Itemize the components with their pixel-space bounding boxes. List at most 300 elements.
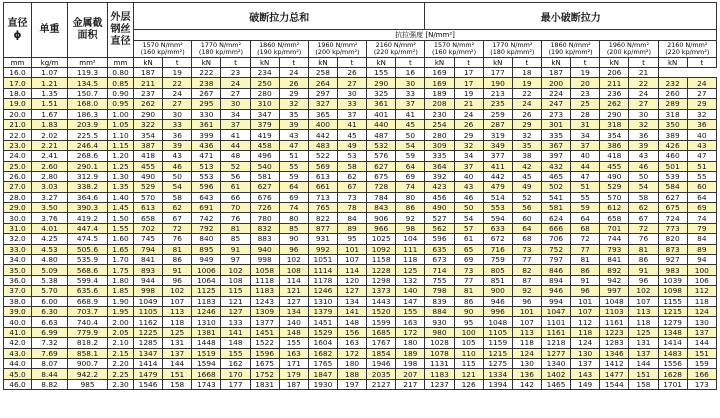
table-cell: 37: [337, 109, 366, 119]
table-cell: 1237: [425, 379, 454, 389]
table-cell: 1379: [308, 306, 337, 316]
table-cell: 2.41: [32, 151, 68, 161]
table-cell: 1159: [483, 338, 512, 348]
table-cell: 419.2: [68, 213, 108, 223]
table-cell: 121: [454, 369, 483, 379]
table-cell: 501: [658, 161, 687, 171]
table-cell: 502: [541, 182, 570, 192]
table-cell: 483: [308, 140, 337, 150]
table-cell: 884: [425, 306, 454, 316]
table-cell: 37: [396, 99, 425, 109]
table-cell: 262: [600, 99, 629, 109]
table-cell: 43: [629, 151, 658, 161]
table-cell: 997: [600, 286, 629, 296]
table-cell: 474.5: [68, 234, 108, 244]
table-cell: 883: [250, 234, 279, 244]
unit-label: t: [571, 58, 600, 68]
table-cell: 140: [396, 286, 425, 296]
table-cell: 27: [337, 78, 366, 88]
table-cell: 113: [512, 327, 541, 337]
table-cell: 399: [192, 130, 221, 140]
table-cell: 490: [425, 203, 454, 213]
table-cell: 60: [512, 213, 541, 223]
table-cell: 67: [337, 182, 366, 192]
table-cell: 1402: [541, 369, 570, 379]
table-cell: 1243: [250, 296, 279, 306]
table-cell: 514: [483, 192, 512, 202]
table-cell: 701: [600, 223, 629, 233]
table-cell: 496: [250, 151, 279, 161]
table-cell: 794: [134, 244, 163, 254]
unit-label: kN: [425, 58, 454, 68]
table-cell: 55: [687, 171, 716, 181]
table-cell: 140: [279, 317, 308, 327]
table-cell: 1752: [250, 369, 279, 379]
table-cell: 33.0: [4, 244, 32, 254]
table-cell: 81: [454, 286, 483, 296]
table-cell: 94: [687, 255, 716, 265]
unit-label: t: [629, 58, 658, 68]
table-cell: 289: [658, 99, 687, 109]
table-cell: 102: [629, 286, 658, 296]
unit-label: t: [396, 58, 425, 68]
table-cell: 490: [600, 171, 629, 181]
table-cell: 20: [571, 78, 600, 88]
table-cell: 839: [425, 296, 454, 306]
table-cell: 1.50: [108, 213, 134, 223]
table-cell: 1.30: [108, 171, 134, 181]
table-cell: 211: [134, 78, 163, 88]
table-cell: 576: [367, 151, 396, 161]
table-row: [4, 130, 717, 140]
table-cell: 1854: [367, 348, 396, 358]
table-cell: 1594: [192, 358, 221, 368]
table-cell: 50: [396, 130, 425, 140]
table-cell: 59: [279, 171, 308, 181]
table-cell: 1310: [192, 317, 221, 327]
table-cell: 211: [600, 78, 629, 88]
table-cell: 17.0: [4, 78, 32, 88]
table-cell: 668.9: [68, 296, 108, 306]
table-cell: 1.75: [108, 265, 134, 275]
table-cell: 166: [687, 369, 716, 379]
table-cell: 4.53: [32, 244, 68, 254]
table-cell: 58: [629, 192, 658, 202]
table-cell: 169: [425, 78, 454, 88]
table-cell: 45.0: [4, 369, 32, 379]
table-cell: 127: [279, 296, 308, 306]
table-cell: 44: [571, 161, 600, 171]
table-cell: 32: [512, 130, 541, 140]
table-cell: 89: [337, 223, 366, 233]
table-cell: 568.6: [68, 265, 108, 275]
table-cell: 26: [337, 68, 366, 78]
table-cell: 200: [541, 78, 570, 88]
unit-label: kN: [658, 58, 687, 68]
table-cell: 42: [512, 161, 541, 171]
table-cell: 994: [541, 296, 570, 306]
grade-header: 1570 N/mm² (160 kp/mm²): [134, 41, 192, 58]
table-cell: 39: [629, 140, 658, 150]
table-cell: 1.07: [32, 68, 68, 78]
table-cell: 1546: [134, 379, 163, 389]
table-cell: 1.51: [32, 99, 68, 109]
table-cell: 49: [337, 140, 366, 150]
table-cell: 51: [687, 161, 716, 171]
table-cell: 39.0: [4, 306, 32, 316]
table-cell: 36: [163, 130, 192, 140]
table-cell: 258: [308, 68, 337, 78]
table-row: [4, 140, 717, 150]
table-cell: 151: [687, 348, 716, 358]
table-cell: 234: [250, 68, 279, 78]
table-cell: 237: [134, 88, 163, 98]
table-cell: 170: [221, 369, 250, 379]
table-cell: 118: [396, 255, 425, 265]
table-cell: 86: [396, 203, 425, 213]
table-cell: 5.09: [32, 265, 68, 275]
table-cell: 858.1: [68, 348, 108, 358]
table-cell: 30: [396, 78, 425, 88]
table-cell: 946: [483, 296, 512, 306]
table-cell: 26: [454, 119, 483, 129]
table-cell: 177: [483, 68, 512, 78]
table-cell: 97: [221, 255, 250, 265]
table-cell: 627: [250, 182, 279, 192]
table-cell: 115: [454, 358, 483, 368]
table-cell: 108: [221, 275, 250, 285]
table-cell: 1215: [658, 306, 687, 316]
table-cell: 101: [512, 306, 541, 316]
table-row: [4, 119, 717, 129]
table-row: [4, 255, 717, 265]
table-cell: 361: [192, 119, 221, 129]
unit-label: kN: [134, 58, 163, 68]
table-cell: 96: [512, 296, 541, 306]
table-cell: 62: [163, 203, 192, 213]
table-cell: 21: [629, 68, 658, 78]
table-cell: 1.95: [108, 306, 134, 316]
table-cell: 49: [512, 182, 541, 192]
table-cell: 41: [396, 109, 425, 119]
table-cell: 8.82: [32, 379, 68, 389]
table-cell: 43: [163, 151, 192, 161]
table-cell: 0.80: [108, 68, 134, 78]
table-cell: 895: [192, 244, 221, 254]
table-cell: 172: [396, 327, 425, 337]
table-cell: 1048: [600, 296, 629, 306]
table-cell: 1.60: [108, 234, 134, 244]
table-cell: 45: [337, 130, 366, 140]
table-cell: 110: [454, 348, 483, 358]
table-cell: 90: [279, 234, 308, 244]
table-cell: 73: [337, 192, 366, 202]
table-cell: 50: [629, 171, 658, 181]
table-cell: 180: [337, 358, 366, 368]
table-cell: 76: [221, 213, 250, 223]
table-cell: 1340: [541, 358, 570, 368]
table-cell: 1946: [367, 358, 396, 368]
table-cell: 28.0: [4, 192, 32, 202]
table-cell: 1131: [425, 358, 454, 368]
table-cell: 19: [512, 78, 541, 88]
table-cell: 69: [279, 192, 308, 202]
table-cell: 456: [425, 192, 454, 202]
table-cell: 19: [454, 88, 483, 98]
table-cell: 58: [337, 161, 366, 171]
table-cell: 105: [454, 338, 483, 348]
table-cell: 744: [600, 234, 629, 244]
table-cell: 222: [192, 68, 221, 78]
table-cell: 1215: [483, 348, 512, 358]
table-cell: 759: [483, 255, 512, 265]
table-row: [4, 171, 717, 181]
table-cell: 367: [541, 140, 570, 150]
table-cell: 16.0: [4, 68, 32, 78]
table-cell: 21: [454, 99, 483, 109]
table-cell: 1078: [425, 348, 454, 358]
table-cell: 1.90: [108, 296, 134, 306]
table-cell: 17: [454, 68, 483, 78]
table-cell: 47: [279, 140, 308, 150]
table-cell: 101: [337, 244, 366, 254]
table-cell: 74: [687, 213, 716, 223]
table-cell: 107: [629, 296, 658, 306]
table-cell: 2.15: [108, 348, 134, 358]
table-cell: 171: [279, 358, 308, 368]
table-cell: 127: [221, 306, 250, 316]
table-cell: 2.25: [108, 369, 134, 379]
table-cell: 54: [454, 213, 483, 223]
table-cell: 41: [221, 130, 250, 140]
table-cell: 792: [192, 223, 221, 233]
table-cell: 27.0: [4, 182, 32, 192]
table-cell: 51: [571, 182, 600, 192]
table-cell: 295: [192, 99, 221, 109]
table-cell: 59: [571, 203, 600, 213]
table-cell: 87: [512, 275, 541, 285]
table-cell: 24.0: [4, 151, 32, 161]
table-cell: 118: [687, 296, 716, 306]
table-cell: 539: [658, 171, 687, 181]
table-row: [4, 286, 717, 296]
table-cell: 73: [512, 244, 541, 254]
table-cell: 53: [337, 151, 366, 161]
table-cell: 1347: [134, 348, 163, 358]
table-cell: 1064: [192, 275, 221, 285]
table-cell: 206: [600, 68, 629, 78]
table-cell: 1.67: [32, 109, 68, 119]
table-cell: 392: [425, 171, 454, 181]
table-cell: 666: [541, 223, 570, 233]
table-cell: 1930: [308, 379, 337, 389]
unit-label: t: [279, 58, 308, 68]
table-row: [4, 317, 717, 327]
table-cell: 127: [337, 286, 366, 296]
table-cell: 50: [163, 171, 192, 181]
table-cell: 64: [571, 213, 600, 223]
table-cell: 522: [308, 151, 337, 161]
table-cell: 780: [250, 213, 279, 223]
table-cell: 225.5: [68, 130, 108, 140]
table-cell: 535.9: [68, 255, 108, 265]
table-cell: 130: [687, 317, 716, 327]
table-cell: 43: [687, 140, 716, 150]
table-cell: 22: [629, 78, 658, 88]
table-cell: 599.4: [68, 275, 108, 285]
table-cell: 28: [571, 109, 600, 119]
table-cell: 726: [250, 203, 279, 213]
table-cell: 942: [600, 275, 629, 285]
table-cell: 25: [571, 99, 600, 109]
table-row: [4, 379, 717, 389]
table-cell: 3.76: [32, 213, 68, 223]
table-cell: 613: [308, 171, 337, 181]
table-cell: 797: [541, 255, 570, 265]
table-cell: 69: [687, 203, 716, 213]
table-cell: 1465: [541, 379, 570, 389]
table-cell: 8.07: [32, 358, 68, 368]
table-cell: 820: [658, 234, 687, 244]
table-cell: 2.21: [32, 140, 68, 150]
table-cell: 1334: [483, 369, 512, 379]
table-cell: 418: [600, 151, 629, 161]
table-cell: 1381: [192, 327, 221, 337]
table-cell: 155: [279, 338, 308, 348]
table-cell: 877: [308, 223, 337, 233]
table-cell: 163: [337, 338, 366, 348]
table-cell: 1443: [367, 296, 396, 306]
table-cell: 423: [425, 182, 454, 192]
table-cell: 442: [308, 130, 337, 140]
table-cell: 3.50: [32, 203, 68, 213]
unit-label: kN: [483, 58, 512, 68]
table-cell: 82: [512, 265, 541, 275]
unit-label: mm²: [68, 58, 108, 68]
table-cell: 18.0: [4, 88, 32, 98]
table-cell: 1767: [367, 338, 396, 348]
table-cell: 1161: [541, 327, 570, 337]
table-cell: 197: [337, 379, 366, 389]
table-cell: 86: [454, 296, 483, 306]
table-cell: 26: [279, 78, 308, 88]
table-cell: 86: [163, 255, 192, 265]
table-cell: 179: [279, 369, 308, 379]
table-cell: 24: [163, 88, 192, 98]
table-cell: 900: [483, 286, 512, 296]
table-cell: 354: [600, 130, 629, 140]
table-cell: 1519: [192, 348, 221, 358]
table-cell: 1114: [308, 265, 337, 275]
table-cell: 26: [512, 109, 541, 119]
table-cell: 64: [687, 192, 716, 202]
table-cell: 728: [367, 182, 396, 192]
table-cell: 29: [454, 130, 483, 140]
table-cell: 33: [163, 119, 192, 129]
table-cell: 50: [454, 203, 483, 213]
table-cell: 840: [192, 234, 221, 244]
table-row: [4, 192, 717, 202]
table-cell: 85: [279, 223, 308, 233]
table-cell: 1225: [134, 327, 163, 337]
table-cell: 1098: [658, 286, 687, 296]
table-cell: 27: [629, 99, 658, 109]
table-cell: 177: [221, 379, 250, 389]
table-cell: 24: [279, 68, 308, 78]
table-cell: 387: [134, 140, 163, 150]
table-cell: 322: [134, 119, 163, 129]
table-cell: 159: [687, 358, 716, 368]
table-cell: 1.40: [108, 192, 134, 202]
table-cell: 3.27: [32, 192, 68, 202]
table-cell: 581: [250, 171, 279, 181]
table-cell: 100: [454, 327, 483, 337]
table-cell: 72: [163, 223, 192, 233]
table-cell: 2127: [367, 379, 396, 389]
table-cell: 773: [658, 223, 687, 233]
table-cell: 1668: [192, 369, 221, 379]
table-cell: 1279: [658, 317, 687, 327]
table-cell: 262: [134, 99, 163, 109]
grade-header: 2160 N/mm² (220 kp/mm²): [658, 41, 716, 58]
table-cell: 1.83: [32, 119, 68, 129]
table-cell: 702: [134, 223, 163, 233]
table-cell: 273: [541, 109, 570, 119]
table-cell: 163: [279, 348, 308, 358]
table-cell: 22.0: [4, 130, 32, 140]
table-row: [4, 182, 717, 192]
grade-header: 1860 N/mm² (190 kp/mm²): [541, 41, 599, 58]
table-cell: 3.03: [32, 182, 68, 192]
table-cell: 846: [541, 265, 570, 275]
table-cell: 113: [629, 306, 658, 316]
unit-label: kN: [541, 58, 570, 68]
table-cell: 91: [163, 265, 192, 275]
table-cell: 187: [279, 379, 308, 389]
table-cell: 24: [454, 109, 483, 119]
table-cell: 1675: [250, 358, 279, 368]
table-cell: 8.44: [32, 369, 68, 379]
table-cell: 949: [192, 255, 221, 265]
grade-header: 1960 N/mm² (200 kp/mm²): [308, 41, 366, 58]
table-cell: 354: [134, 130, 163, 140]
table-cell: 43: [279, 130, 308, 140]
table-cell: 633: [483, 223, 512, 233]
table-cell: 318: [658, 109, 687, 119]
table-cell: 143: [571, 369, 600, 379]
table-cell: 134: [337, 296, 366, 306]
table-cell: 247: [541, 99, 570, 109]
table-cell: 81: [163, 244, 192, 254]
table-cell: 106: [687, 275, 716, 285]
table-cell: 54: [396, 140, 425, 150]
table-cell: 1051: [308, 255, 337, 265]
table-cell: 27: [163, 99, 192, 109]
table-cell: 672: [483, 234, 512, 244]
table-cell: 64: [396, 161, 425, 171]
table-cell: 156: [337, 327, 366, 337]
table-cell: 141: [337, 306, 366, 316]
table-cell: 487: [367, 130, 396, 140]
table-cell: 1479: [134, 369, 163, 379]
table-cell: 77: [512, 255, 541, 265]
table-cell: 309: [425, 140, 454, 150]
table-row: [4, 78, 717, 88]
table-cell: 45: [396, 119, 425, 129]
table-cell: 1.21: [32, 78, 68, 88]
table-cell: 1101: [541, 317, 570, 327]
table-cell: 52: [512, 192, 541, 202]
